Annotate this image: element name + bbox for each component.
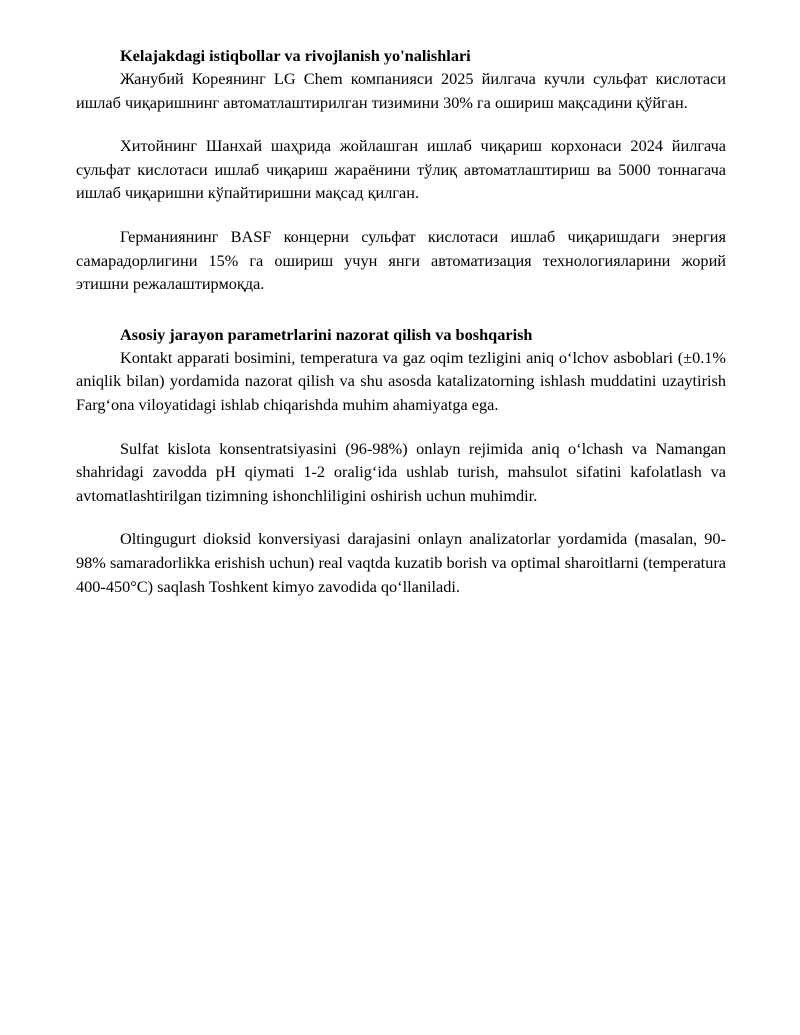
paragraph-so2-conversion: Oltingugurt dioksid konversiyasi darajasini onlayn analizatorlar yordamida (masalan, 90-98% samaradorlikka erishish uchun) real vaqtda kuzatib borish va optimal sharoitlarni (temperatura 400-450°C) saqlash Toshkent kimyo zavodida qo‘llaniladi. <box>76 529 726 596</box>
paragraph-lg-chem: Жанубий Кореянинг LG Chem компанияси 2025 йилгача кучли сульфат кислотаси ишлаб чиқаришнинг автоматлаштирилган тизимини 30% га ошириш мақсадини қўйган. <box>76 69 726 112</box>
paragraph-basf: Германиянинг BASF концерни сульфат кислотаси ишлаб чиқаришдаги энергия самарадорлигини 15% га ошириш учун янги автоматизация технологияларини жорий этишни режалаштирмоқда. <box>76 226 726 294</box>
section-heading-prospects: Kelajakdagi istiqbollar va rivojlanish yo'nalishlari <box>120 46 471 65</box>
document-page <box>76 44 726 598</box>
section-heading-process-control: Asosiy jarayon parametrlarini nazorat qilish va boshqarish <box>120 324 533 344</box>
paragraph-shanghai: Хитойнинг Шанхай шаҳрида жойлашган ишлаб чиқариш корхонаси 2024 йилгача сульфат кислотаси ишлаб чиқариш жараёнини тўлиқ автоматлаштириш ва 5000 тоннагача ишлаб чиқаришни кўпайтиришни мақсад қилган. <box>76 136 726 203</box>
paragraph-contact-apparatus: Kontakt apparati bosimini, temperatura va gaz oqim tezligini aniq o‘lchov asboblari (±0.1% aniqlik bilan) yordamida nazorat qilish va shu asosda katalizatorning ishlash muddatini uzaytirish Farg‘ona viloyatidagi ishlab chiqarishda muhim ahamiyatga ega. <box>76 347 726 414</box>
paragraph-acid-concentration: Sulfat kislota konsentratsiyasini (96-98%) onlayn rejimida aniq o‘lchash va Namangan shahridagi zavodda pH qiymati 1-2 oralig‘ida ushlab turish, mahsulot sifatini kafolatlash va avtomatlashtirilgan tizimning ishonchliligini oshirish uchun muhimdir. <box>76 438 726 505</box>
